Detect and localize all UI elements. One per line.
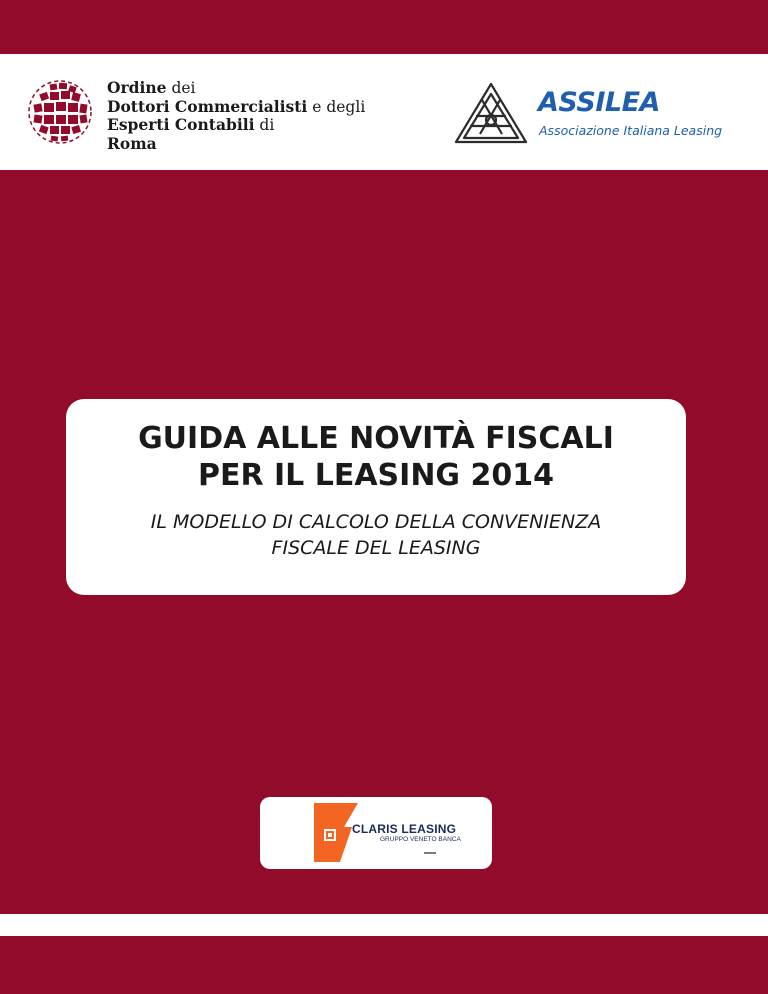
globe-icon	[26, 78, 94, 146]
title-box	[66, 399, 686, 595]
sponsor-name: CLARIS LEASING	[352, 822, 457, 836]
odcec-org-name	[107, 79, 365, 153]
triangle-knot-icon	[452, 80, 530, 148]
footer-band	[0, 914, 768, 936]
document-title	[66, 420, 686, 494]
subtitle-line-2: FISCALE DEL LEASING	[271, 537, 481, 559]
document-subtitle	[66, 509, 686, 561]
title-line-2: PER IL LEASING 2014	[197, 458, 554, 493]
odcec-line2-bold: Dottori Commercialisti	[107, 96, 308, 116]
subtitle-line-1: IL MODELLO DI CALCOLO DELLA CONVENIENZA	[150, 511, 602, 533]
sponsor-fineprint-mark	[424, 852, 436, 854]
odcec-line3-rest: di	[254, 116, 275, 134]
odcec-line2-rest: e degli	[307, 97, 366, 116]
sponsor-logo-box	[260, 797, 492, 869]
odcec-line1-bold: Ordine	[107, 78, 167, 97]
odcec-line3-bold: Esperti Contabili	[107, 115, 255, 134]
title-line-1: GUIDA ALLE NOVITÀ FISCALI	[138, 421, 614, 456]
odcec-line1-rest: dei	[166, 79, 196, 97]
assilea-name: ASSILEA	[538, 87, 660, 118]
sponsor-group: GRUPPO VENETO BANCA	[380, 836, 461, 843]
assilea-subtitle: Associazione Italiana Leasing	[539, 123, 723, 138]
odcec-line4-bold: Roma	[107, 133, 157, 153]
